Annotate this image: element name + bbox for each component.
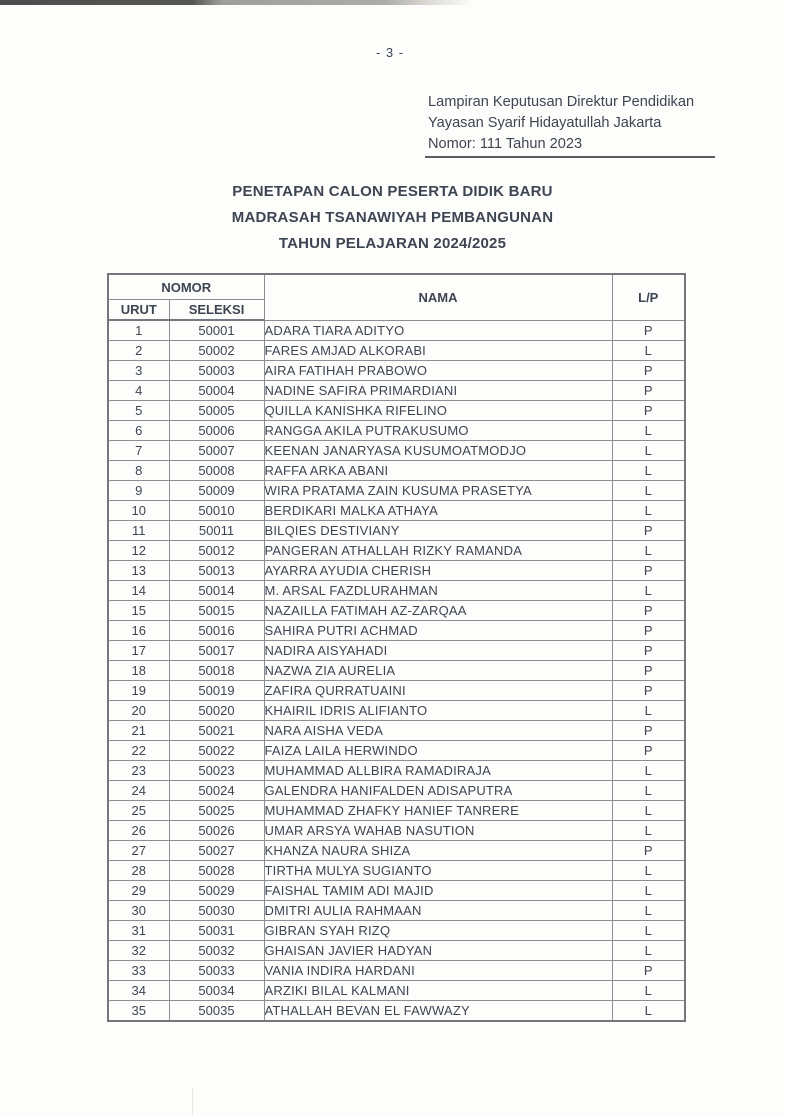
table-row (108, 921, 685, 941)
cell-nomor-urut: 32 (108, 941, 169, 961)
cell-lp: P (612, 561, 685, 581)
cell-nama: NAZAILLA FATIMAH AZ-ZARQAA (264, 601, 612, 621)
table-row (108, 781, 685, 801)
title-line-3: TAHUN PELAJARAN 2024/2025 (278, 235, 507, 252)
cell-nama: ADARA TIARA ADITYO (264, 320, 612, 341)
cell-nomor-urut: 14 (108, 581, 169, 601)
cell-nama: MUHAMMAD ALLBIRA RAMADIRAJA (264, 761, 612, 781)
cell-nomor-urut: 26 (108, 821, 169, 841)
table-row (108, 941, 685, 961)
cell-lp: L (612, 761, 685, 781)
cell-nomor-urut: 34 (108, 981, 169, 1001)
cell-lp: L (612, 901, 685, 921)
document-title (0, 179, 785, 257)
cell-nomor-urut: 5 (108, 401, 169, 421)
cell-nomor-seleksi: 50034 (169, 981, 264, 1001)
table-row (108, 361, 685, 381)
table-row (108, 381, 685, 401)
cell-nama: ZAFIRA QURRATUAINI (264, 681, 612, 701)
table-row (108, 601, 685, 621)
cell-nomor-urut: 29 (108, 881, 169, 901)
table-row (108, 821, 685, 841)
table-row (108, 501, 685, 521)
cell-nomor-urut: 35 (108, 1001, 169, 1022)
table-row (108, 320, 685, 341)
cell-nama: FAISHAL TAMIM ADI MAJID (264, 881, 612, 901)
cell-nomor-urut: 16 (108, 621, 169, 641)
cell-nomor-urut: 24 (108, 781, 169, 801)
cell-nama: RANGGA AKILA PUTRAKUSUMO (264, 421, 612, 441)
cell-nama: KHANZA NAURA SHIZA (264, 841, 612, 861)
cell-lp: L (612, 701, 685, 721)
page-number: - 3 - (375, 45, 405, 60)
cell-nomor-urut: 1 (108, 320, 169, 341)
cell-lp: L (612, 801, 685, 821)
cell-nomor-seleksi: 50021 (169, 721, 264, 741)
cell-lp: P (612, 841, 685, 861)
cell-lp: L (612, 921, 685, 941)
cell-nomor-urut: 15 (108, 601, 169, 621)
cell-nama: SAHIRA PUTRI ACHMAD (264, 621, 612, 641)
cell-nomor-urut: 6 (108, 421, 169, 441)
table-row (108, 841, 685, 861)
cell-lp: L (612, 441, 685, 461)
table-row (108, 1001, 685, 1022)
table-row (108, 721, 685, 741)
table-row (108, 441, 685, 461)
scan-artifact-top-edge (0, 0, 482, 5)
cell-lp: L (612, 1001, 685, 1022)
cell-nama: VANIA INDIRA HARDANI (264, 961, 612, 981)
cell-nomor-seleksi: 50032 (169, 941, 264, 961)
table-row (108, 581, 685, 601)
table-row (108, 641, 685, 661)
cell-nama: KHAIRIL IDRIS ALIFIANTO (264, 701, 612, 721)
table-row (108, 881, 685, 901)
cell-lp: P (612, 741, 685, 761)
cell-nomor-urut: 10 (108, 501, 169, 521)
cell-lp: P (612, 361, 685, 381)
cell-nama: GHAISAN JAVIER HADYAN (264, 941, 612, 961)
cell-nomor-seleksi: 50035 (169, 1001, 264, 1022)
cell-nomor-seleksi: 50007 (169, 441, 264, 461)
column-header-urut: URUT (108, 300, 169, 321)
cell-nomor-urut: 17 (108, 641, 169, 661)
cell-nama: NARA AISHA VEDA (264, 721, 612, 741)
cell-nomor-seleksi: 50002 (169, 341, 264, 361)
table-row (108, 801, 685, 821)
cell-lp: L (612, 581, 685, 601)
cell-nomor-seleksi: 50023 (169, 761, 264, 781)
title-line-1: PENETAPAN CALON PESERTA DIDIK BARU (232, 183, 553, 200)
cell-nomor-urut: 19 (108, 681, 169, 701)
cell-nomor-urut: 27 (108, 841, 169, 861)
cell-nomor-urut: 4 (108, 381, 169, 401)
cell-nomor-urut: 20 (108, 701, 169, 721)
cell-nama: BILQIES DESTIVIANY (264, 521, 612, 541)
cell-lp: L (612, 481, 685, 501)
cell-nomor-urut: 18 (108, 661, 169, 681)
cell-nama: BERDIKARI MALKA ATHAYA (264, 501, 612, 521)
cell-nomor-urut: 7 (108, 441, 169, 461)
cell-nomor-seleksi: 50030 (169, 901, 264, 921)
cell-lp: L (612, 461, 685, 481)
cell-lp: L (612, 781, 685, 801)
cell-lp: L (612, 541, 685, 561)
table-row (108, 621, 685, 641)
cell-nama: NADIRA AISYAHADI (264, 641, 612, 661)
cell-lp: P (612, 681, 685, 701)
cell-lp: P (612, 320, 685, 341)
letterhead (425, 92, 715, 158)
cell-lp: P (612, 641, 685, 661)
cell-nama: TIRTHA MULYA SUGIANTO (264, 861, 612, 881)
table-row (108, 561, 685, 581)
column-header-nama: NAMA (264, 274, 612, 320)
table-row (108, 681, 685, 701)
title-line-2: MADRASAH TSANAWIYAH PEMBANGUNAN (231, 209, 554, 226)
cell-nama: KEENAN JANARYASA KUSUMOATMODJO (264, 441, 612, 461)
cell-nomor-urut: 31 (108, 921, 169, 941)
table-row (108, 741, 685, 761)
table-row (108, 421, 685, 441)
cell-nomor-seleksi: 50005 (169, 401, 264, 421)
cell-nomor-urut: 12 (108, 541, 169, 561)
cell-nomor-seleksi: 50016 (169, 621, 264, 641)
cell-nomor-seleksi: 50018 (169, 661, 264, 681)
cell-nama: PANGERAN ATHALLAH RIZKY RAMANDA (264, 541, 612, 561)
cell-lp: P (612, 601, 685, 621)
cell-nomor-urut: 28 (108, 861, 169, 881)
cell-lp: P (612, 401, 685, 421)
cell-nomor-seleksi: 50004 (169, 381, 264, 401)
cell-nomor-seleksi: 50009 (169, 481, 264, 501)
cell-nomor-seleksi: 50008 (169, 461, 264, 481)
cell-lp: P (612, 621, 685, 641)
cell-nama: QUILLA KANISHKA RIFELINO (264, 401, 612, 421)
cell-nomor-urut: 13 (108, 561, 169, 581)
table-row (108, 661, 685, 681)
table-row (108, 461, 685, 481)
cell-nomor-urut: 2 (108, 341, 169, 361)
cell-nomor-seleksi: 50017 (169, 641, 264, 661)
cell-nama: FARES AMJAD ALKORABI (264, 341, 612, 361)
cell-lp: L (612, 941, 685, 961)
cell-nama: M. ARSAL FAZDLURAHMAN (264, 581, 612, 601)
cell-nomor-urut: 9 (108, 481, 169, 501)
letterhead-line-1: Lampiran Keputusan Direktur Pendidikan (428, 94, 695, 110)
cell-nama: ARZIKI BILAL KALMANI (264, 981, 612, 1001)
cell-lp: L (612, 981, 685, 1001)
letterhead-line-3: Nomor: 111 Tahun 2023 (428, 136, 583, 152)
cell-lp: P (612, 381, 685, 401)
cell-nama: DMITRI AULIA RAHMAAN (264, 901, 612, 921)
cell-lp: L (612, 501, 685, 521)
cell-nomor-urut: 8 (108, 461, 169, 481)
cell-nomor-seleksi: 50014 (169, 581, 264, 601)
cell-lp: L (612, 341, 685, 361)
cell-nomor-seleksi: 50029 (169, 881, 264, 901)
cell-nomor-seleksi: 50006 (169, 421, 264, 441)
cell-nomor-urut: 23 (108, 761, 169, 781)
cell-nomor-seleksi: 50025 (169, 801, 264, 821)
roster-body (108, 320, 685, 1021)
cell-nama: GALENDRA HANIFALDEN ADISAPUTRA (264, 781, 612, 801)
column-header-seleksi: SELEKSI (169, 300, 264, 321)
table-row (108, 521, 685, 541)
table-row (108, 541, 685, 561)
cell-nomor-urut: 33 (108, 961, 169, 981)
cell-nomor-seleksi: 50012 (169, 541, 264, 561)
cell-lp: P (612, 961, 685, 981)
cell-lp: L (612, 421, 685, 441)
cell-nomor-urut: 25 (108, 801, 169, 821)
table-row (108, 401, 685, 421)
cell-nama: WIRA PRATAMA ZAIN KUSUMA PRASETYA (264, 481, 612, 501)
column-header-lp: L/P (612, 274, 685, 320)
cell-nomor-urut: 21 (108, 721, 169, 741)
cell-nomor-seleksi: 50028 (169, 861, 264, 881)
table-row (108, 961, 685, 981)
column-header-nomor: NOMOR (108, 274, 264, 300)
letterhead-line-2: Yayasan Syarif Hidayatullah Jakarta (428, 115, 662, 131)
cell-nomor-seleksi: 50015 (169, 601, 264, 621)
table-row (108, 761, 685, 781)
cell-nomor-seleksi: 50022 (169, 741, 264, 761)
cell-nomor-urut: 11 (108, 521, 169, 541)
scan-artifact-line (192, 1088, 193, 1115)
cell-nomor-seleksi: 50003 (169, 361, 264, 381)
cell-nama: ATHALLAH BEVAN EL FAWWAZY (264, 1001, 612, 1022)
cell-nomor-seleksi: 50027 (169, 841, 264, 861)
cell-lp: L (612, 881, 685, 901)
cell-nama: NADINE SAFIRA PRIMARDIANI (264, 381, 612, 401)
cell-nama: UMAR ARSYA WAHAB NASUTION (264, 821, 612, 841)
cell-nama: FAIZA LAILA HERWINDO (264, 741, 612, 761)
cell-nama: RAFFA ARKA ABANI (264, 461, 612, 481)
cell-lp: P (612, 721, 685, 741)
table-row (108, 481, 685, 501)
cell-lp: P (612, 661, 685, 681)
cell-lp: L (612, 861, 685, 881)
cell-nomor-seleksi: 50020 (169, 701, 264, 721)
cell-nomor-urut: 30 (108, 901, 169, 921)
cell-nama: AIRA FATIHAH PRABOWO (264, 361, 612, 381)
cell-nomor-urut: 22 (108, 741, 169, 761)
cell-nama: GIBRAN SYAH RIZQ (264, 921, 612, 941)
cell-nomor-seleksi: 50026 (169, 821, 264, 841)
cell-nama: AYARRA AYUDIA CHERISH (264, 561, 612, 581)
table-row (108, 861, 685, 881)
table-row (108, 341, 685, 361)
cell-nomor-seleksi: 50011 (169, 521, 264, 541)
cell-nomor-seleksi: 50001 (169, 320, 264, 341)
cell-nomor-seleksi: 50019 (169, 681, 264, 701)
cell-nama: MUHAMMAD ZHAFKY HANIEF TANRERE (264, 801, 612, 821)
cell-nama: NAZWA ZIA AURELIA (264, 661, 612, 681)
table-row (108, 701, 685, 721)
cell-nomor-seleksi: 50010 (169, 501, 264, 521)
cell-lp: P (612, 521, 685, 541)
cell-nomor-seleksi: 50033 (169, 961, 264, 981)
cell-nomor-urut: 3 (108, 361, 169, 381)
cell-nomor-seleksi: 50031 (169, 921, 264, 941)
cell-nomor-seleksi: 50024 (169, 781, 264, 801)
table-row (108, 901, 685, 921)
student-roster-table (107, 273, 686, 1022)
table-row (108, 981, 685, 1001)
cell-lp: L (612, 821, 685, 841)
cell-nomor-seleksi: 50013 (169, 561, 264, 581)
